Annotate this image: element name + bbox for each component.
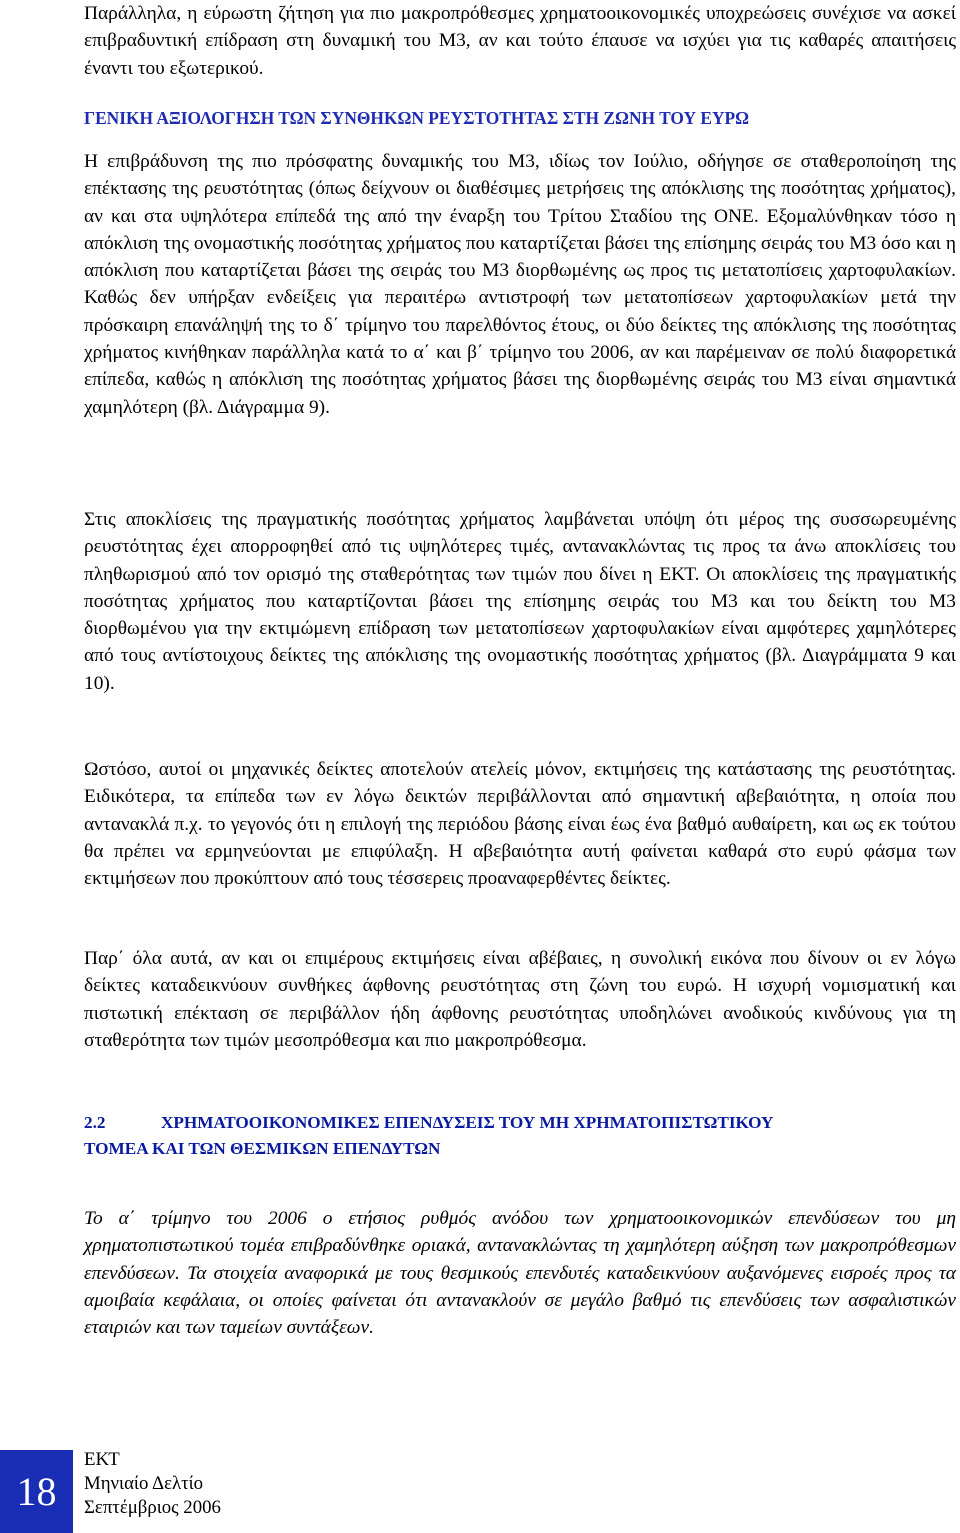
page-number-badge: 18 bbox=[0, 1450, 73, 1533]
section-title-line1: ΧΡΗΜΑΤΟΟΙΚΟΝΟΜΙΚΕΣ ΕΠΕΝΔΥΣΕΙΣ ΤΟΥ ΜΗ ΧΡΗΜΑΤΟΠΙΣΤΩΤΙΚΟΥ bbox=[161, 1113, 774, 1132]
section-number: 2.2 bbox=[84, 1113, 106, 1132]
footer-publication: Μηνιαίο Δελτίο bbox=[84, 1473, 204, 1494]
paragraph-m3-slowdown: Η επιβράδυνση της πιο πρόσφατης δυναμικής του Μ3, ιδίως τον Ιούλιο, οδήγησε σε σταθεροποίηση της επέκτασης της ρευστότητας (όπως δείχνουν οι διαθέσιμες μετρήσεις της απόκλισης της ποσότητας χρήματος), αν και στα υψηλότερα επίπεδά της από την έναρξη του Τρίτου Σταδίου της ΟΝΕ. Εξομαλύνθηκαν τόσο η απόκλιση της ονομαστικής ποσότητας χρήματος που καταρτίζεται βάσει της επίσημης σειράς του Μ3 όσο και η απόκλιση που καταρτίζεται βάσει της σειράς του Μ3 διορθωμένης ως προς τις μετατοπίσεις χαρτοφυλακίων. Καθώς δεν υπήρξαν ενδείξεις για περαιτέρω αντιστροφή των μετατοπίσεων χαρτοφυλακίων μετά την πρόσκαιρη επανάληψή της το δ΄ τρίμηνο του παρελθόντος έτους, οι δύο δείκτες της απόκλισης της ποσότητας χρήματος κινήθηκαν παράλληλα κατά το α΄ και β΄ τρίμηνο του 2006, αν και παρέμειναν σε πολύ διαφορετικά επίπεδα, καθώς η απόκλιση της ποσότητας χρήματος βάσει της διορθωμένης σειράς του Μ3 είναι σημαντικά χαμηλότερη (βλ. Διάγραμμα 9). bbox=[84, 151, 956, 418]
footer bbox=[84, 1448, 221, 1520]
footer-date: Σεπτέμβριος 2006 bbox=[84, 1497, 221, 1518]
paragraph-uncertainty: Ωστόσο, αυτοί οι μηχανικές δείκτες αποτελούν ατελείς μόνον, εκτιμήσεις της κατάστασης της ρευστότητας. Ειδικότερα, τα επίπεδα των εν λόγω δεικτών περιβάλλονται από σημαντική αβεβαιότητα, η οποία που αντανακλά π.χ. το γεγονός ότι η επιλογή της περιόδου βάσης είναι έως ένα βαθμό αυθαίρετη, και ως εκ τούτου θα πρέπει να ερμηνεύονται με επιφύλαξη. Η αβεβαιότητα αυτή φαίνεται καθαρά στο ευρύ φάσμα των εκτιμήσεων που προκύπτουν από τους τέσσερεις προαναφερθέντες δείκτες. bbox=[84, 759, 956, 890]
section-heading bbox=[84, 1110, 956, 1162]
paragraph-overall-picture: Παρ΄ όλα αυτά, αν και οι επιμέρους εκτιμήσεις είναι αβέβαιες, η συνολική εικόνα που δίνουν οι εν λόγω δείκτες καταδεικνύουν συνθήκες άφθονης ρευστότητας στη ζώνη του ευρώ. Η ισχυρή νομισματική και πιστωτική επέκταση σε περιβάλλον ήδη άφθονης ρευστότητας υποδηλώνει ανοδικούς κινδύνους για τη σταθερότητα των τιμών μεσοπρόθεσμα και πιο μακροπρόθεσμα. bbox=[84, 948, 956, 1051]
section-title-line2: ΤΟΜΕΑ ΚΑΙ ΤΩΝ ΘΕΣΜΙΚΩΝ ΕΠΕΝΔΥΤΩΝ bbox=[84, 1139, 441, 1158]
footer-publisher: ΕΚΤ bbox=[84, 1449, 120, 1470]
paragraph-financial-investment: Το α΄ τρίμηνο του 2006 ο ετήσιος ρυθμός ανόδου των χρηματοοικονομικών επενδύσεων του μη χρηματοπιστωτικού τομέα επιβραδύνθηκε οριακά, αντανακλώντας τη χαμηλότερη αύξηση των μακροπρόθεσμων επενδύσεων. Τα στοιχεία αναφορικά με τους θεσμικούς επενδυτές καταδεικνύουν αυξανόμενες εισροές προς τα αμοιβαία κεφάλαια, οι οποίες φαίνεται ότι αντανακλούν σε μεγάλο βαθμό τις επενδύσεις των ασφαλιστικών εταιριών και των ταμείων συντάξεων. bbox=[84, 1208, 956, 1339]
paragraph-intro: Παράλληλα, η εύρωστη ζήτηση για πιο μακροπρόθεσμες χρηματοοικονομικές υποχρεώσεις συνέχισε να ασκεί επιβραδυντική επίδραση στη δυναμική του Μ3, αν και τούτο έπαυσε να ισχύει για τις καθαρές απαιτήσεις έναντι του εξωτερικού. bbox=[84, 3, 956, 79]
subheading-liquidity-assessment: ΓΕΝΙΚΗ ΑΞΙΟΛΟΓΗΣΗ ΤΩΝ ΣΥΝΘΗΚΩΝ ΡΕΥΣΤΟΤΗΤΑΣ ΣΤΗ ΖΩΝΗ ΤΟΥ ΕΥΡΩ bbox=[84, 108, 750, 128]
paragraph-real-money-gaps: Στις αποκλίσεις της πραγματικής ποσότητας χρήματος λαμβάνεται υπόψη ότι μέρος της συσσωρευμένης ρευστότητας έχει απορροφηθεί από τις υψηλότερες τιμές, αντανακλώντας τις προς τα άνω αποκλίσεις του πληθωρισμού από τον ορισμό της σταθερότητας των τιμών που δίνει η ΕΚΤ. Οι αποκλίσεις της πραγματικής ποσότητας χρήματος που καταρτίζονται βάσει της επίσημης σειράς του Μ3 και του δείκτη του Μ3 διορθωμένου για την εκτιμώμενη επίδραση των μετατοπίσεων χαρτοφυλακίων είναι αμφότερες χαμηλότερες από τους αντίστοιχους δείκτες της απόκλισης της ονομαστικής ποσότητας χρήματος (βλ. Διαγράμματα 9 και 10). bbox=[84, 509, 956, 694]
